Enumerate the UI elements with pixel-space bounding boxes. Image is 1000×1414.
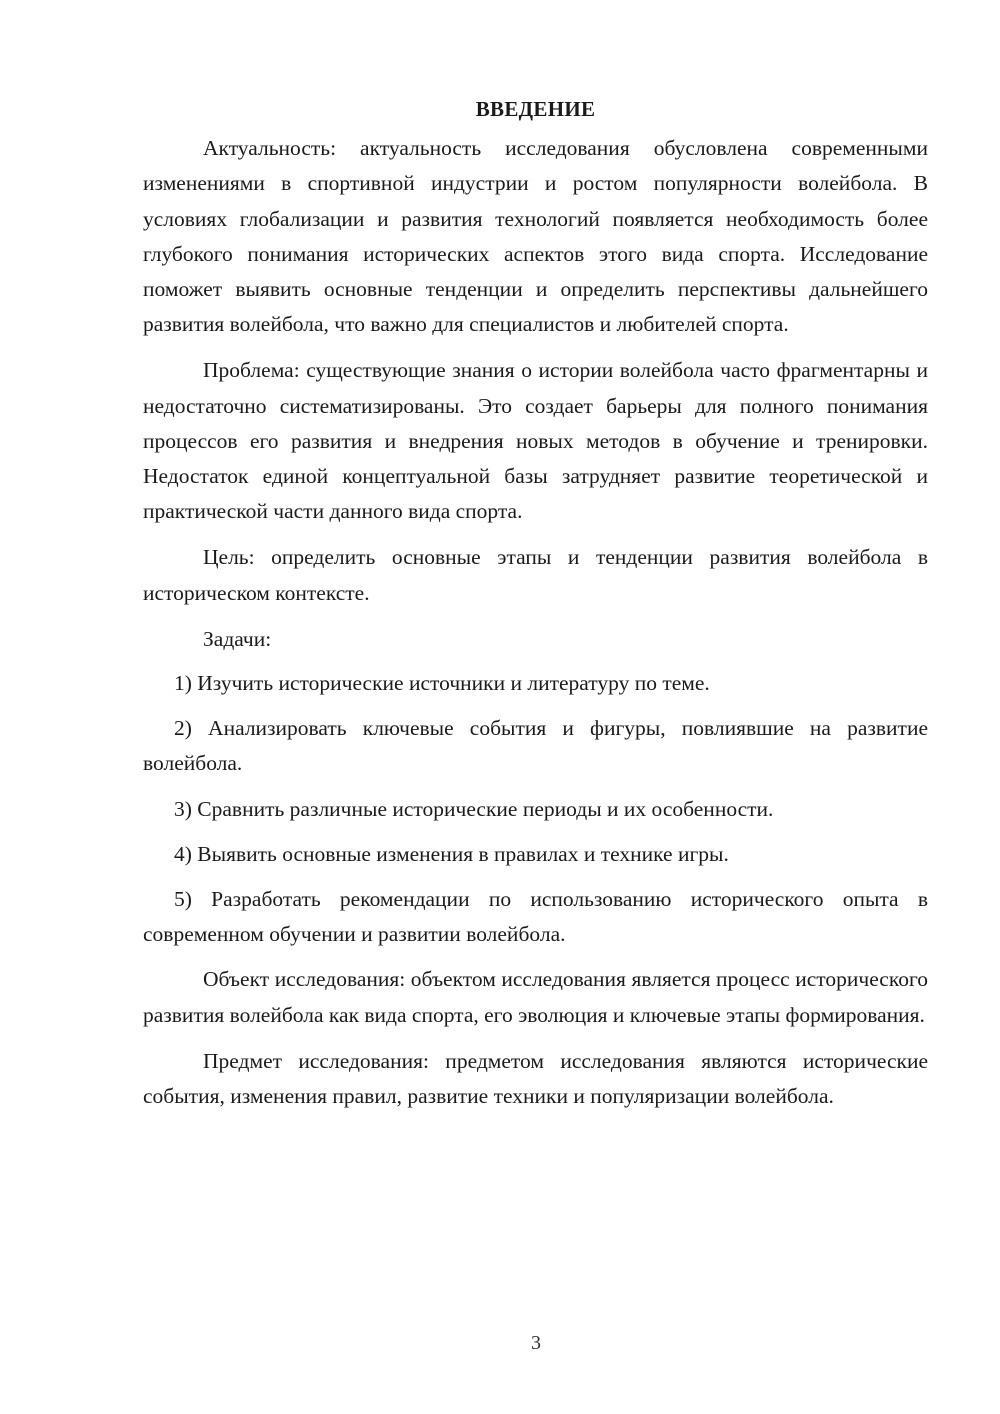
paragraph-relevance: Актуальность: актуальность исследования обусловлена современными изменениями в спортивной индустрии и ростом популярности волейбола. В условиях глобализации и развития технологий появляется необходимость более глубокого понимания исторических аспектов этого вида спорта. Исследование поможет выявить основные тенденции и определить перспективы дальнейшего развития волейбола, что важно для специалистов и любителей спорта. [143,136,928,337]
task-item-1: 1) Изучить исторические источники и литературу по теме. [174,671,710,696]
page-title: ВВЕДЕНИЕ [475,97,596,121]
paragraph-subject: Предмет исследования: предметом исследования являются исторические события, изменения правил, развитие техники и популяризации волейбола. [143,1048,928,1109]
task-item-3: 3) Сравнить различные исторические периоды и их особенности. [174,796,774,821]
task-item-2: 2) Анализировать ключевые события и фигуры, повлиявшие на развитие волейбола. [143,716,928,776]
paragraph-problem: Проблема: существующие знания о истории волейбола часто фрагментарны и недостаточно систематизированы. Это создает барьеры для полного понимания процессов его развития и внедрения новых методов в обучение и тренировки. Недостаток единой концептуальной базы затрудняет развитие теоретической и практической части данного вида спорта. [143,358,928,524]
page-number: 3 [531,1332,541,1354]
task-item-5: 5) Разработать рекомендации по использованию исторического опыта в современном обучении и развитии волейбола. [143,887,928,947]
document-page [143,92,928,1125]
paragraph-object: Объект исследования: объектом исследования является процесс исторического развития волейбола как вида спорта, его эволюция и ключевые этапы формирования. [143,967,928,1027]
task-item-4: 4) Выявить основные изменения в правилах и технике игры. [174,841,729,866]
tasks-heading: Задачи: [203,626,272,651]
paragraph-goal: Цель: определить основные этапы и тенденции развития волейбола в историческом контексте. [143,545,928,605]
